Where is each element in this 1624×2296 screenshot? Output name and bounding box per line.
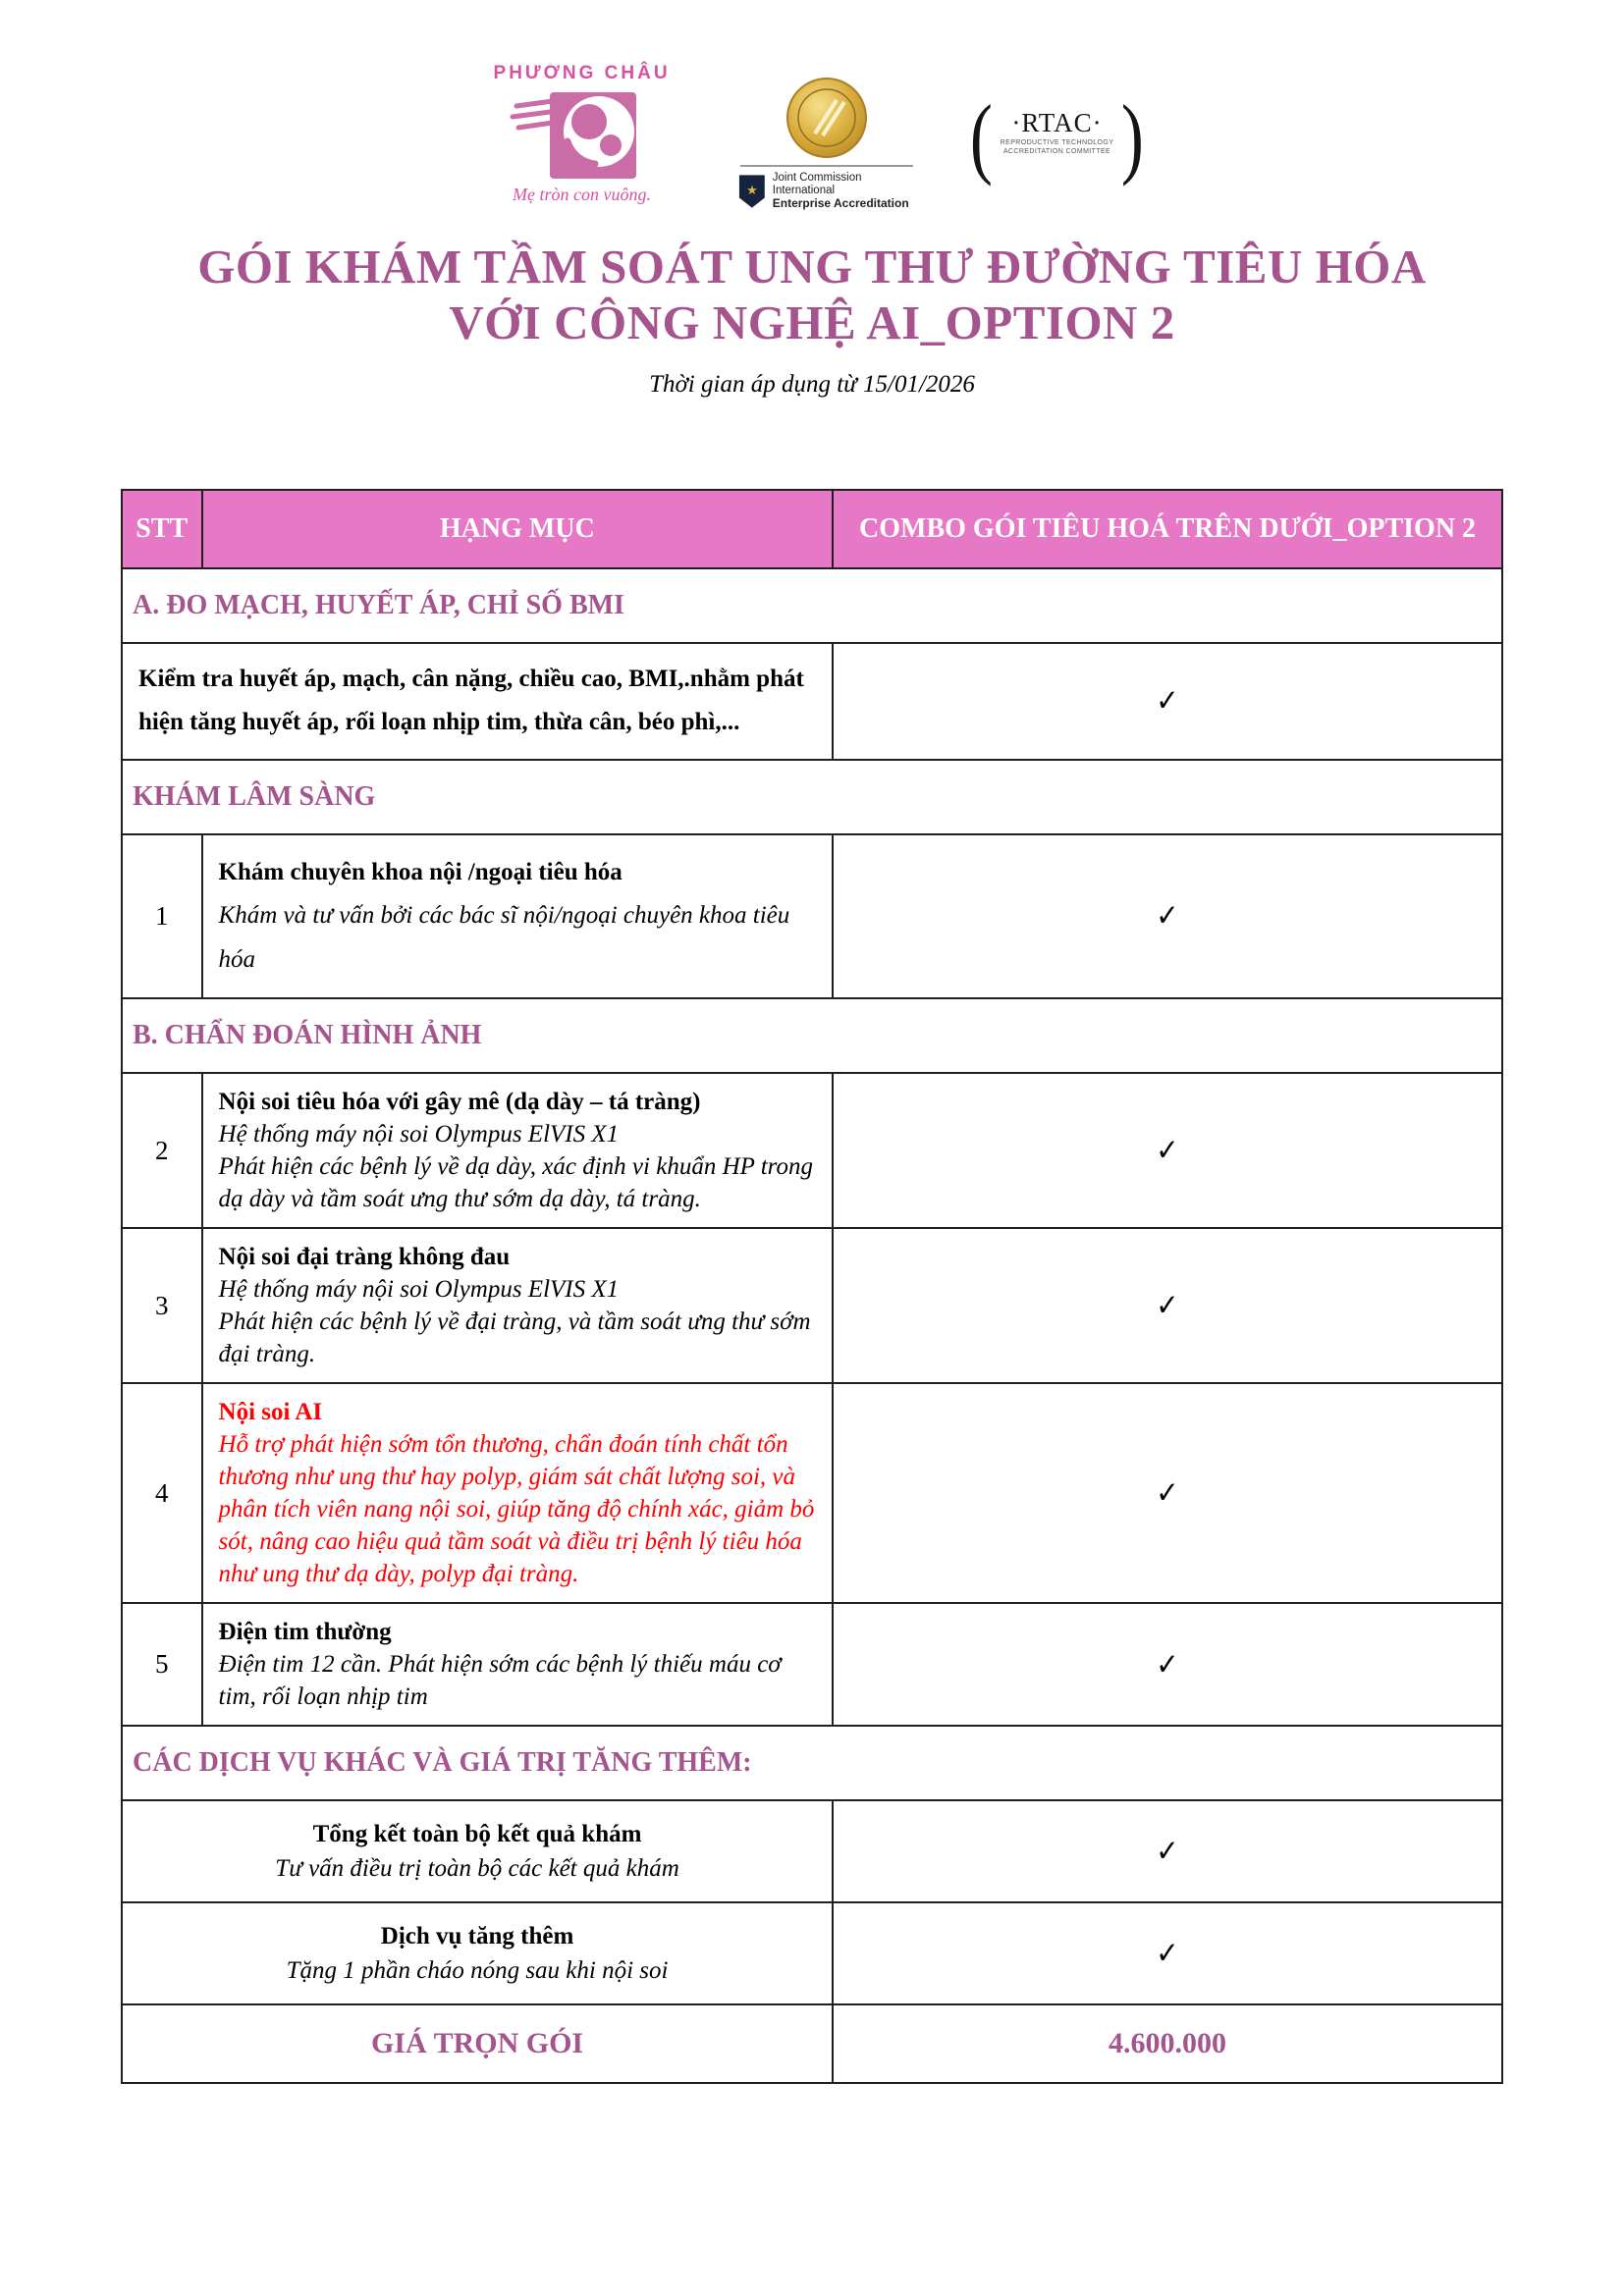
included-cell (833, 1902, 1502, 2004)
checkmark-icon: ✓ (1156, 1936, 1179, 1971)
package-table-header (122, 490, 1502, 568)
section-row (122, 568, 1502, 643)
item-note: Phát hiện các bệnh lý về dạ dày, xác định vi khuẩn HP trong dạ dày và tầm soát ưng thư sớm dạ dày, tá tràng. (218, 1153, 813, 1213)
included-cell (833, 1800, 1502, 1902)
stt-number: 5 (122, 1603, 202, 1726)
item-title: Nội soi AI (218, 1399, 323, 1426)
svg-text:★: ★ (746, 182, 758, 197)
rtac-logo (966, 86, 1148, 187)
item-description (202, 1603, 834, 1726)
checkmark-icon: ✓ (1156, 1288, 1179, 1323)
section-label: A. ĐO MẠCH, HUYẾT ÁP, CHỈ SỐ BMI (122, 568, 1502, 643)
stt-number: 2 (122, 1073, 202, 1228)
table-row (122, 1228, 1502, 1383)
item-description (122, 1902, 833, 2004)
rtac-subtitle-line1: REPRODUCTIVE TECHNOLOGY (1000, 138, 1114, 146)
jci-accreditation: Enterprise Accreditation (772, 196, 909, 211)
phuong-chau-mark-icon (509, 84, 656, 183)
table-row (122, 1383, 1502, 1603)
item-note: Tặng 1 phần cháo nóng sau khi nội soi (286, 1957, 669, 1985)
item-note: Phát hiện các bệnh lý về đại tràng, và tầm soát ưng thư sớm đại tràng. (218, 1308, 811, 1368)
item-title: Khám chuyên khoa nội /ngoại tiêu hóa (218, 858, 623, 885)
included-cell (833, 1073, 1502, 1228)
item-title: Điện tim thường (218, 1619, 392, 1646)
item-title: Dịch vụ tăng thêm (380, 1923, 574, 1950)
header-row (122, 490, 1502, 568)
rtac-left-paren: ( (969, 86, 993, 187)
rtac-subtitle-line2: ACCREDITATION COMMITTEE (1002, 147, 1111, 155)
section-label: KHÁM LÂM SÀNG (122, 760, 1502, 834)
price-row (122, 2004, 1502, 2083)
item-title: Tổng kết toàn bộ kết quả khám (312, 1821, 642, 1848)
item-description (122, 643, 833, 760)
jci-logo (738, 77, 915, 211)
item-note: Điện tim 12 cần. Phát hiện sớm các bệnh lý thiếu máu cơ tim, rối loạn nhịp tim (218, 1651, 782, 1711)
included-cell (833, 643, 1502, 760)
checkmark-icon: ✓ (1156, 683, 1179, 719)
price-value: 4.600.000 (833, 2004, 1502, 2083)
table-row (122, 834, 1502, 999)
checkmark-icon: ✓ (1156, 898, 1179, 934)
page-title-line2: VỚI CÔNG NGHỆ AI_OPTION 2 (449, 294, 1175, 349)
item-title: Kiểm tra huyết áp, mạch, cân nặng, chiều cao, BMI,.nhằm phát hiện tăng huyết áp, rối loạn nhịp tim, thừa cân, béo phì,... (138, 665, 804, 736)
item-note: Tư vấn điều trị toàn bộ các kết quả khám (275, 1855, 679, 1883)
included-cell (833, 1603, 1502, 1726)
col-header-stt: STT (122, 490, 202, 568)
checkmark-icon: ✓ (1156, 1133, 1179, 1168)
item-note: Hệ thống máy nội soi Olympus ElVIS X1 (218, 1276, 620, 1304)
rtac-right-paren: ) (1121, 86, 1145, 187)
phuong-chau-tagline: Mẹ tròn con vuông. (513, 185, 652, 204)
checkmark-icon: ✓ (1156, 1646, 1179, 1682)
page-title (0, 240, 1624, 351)
table-row (122, 1902, 1502, 2004)
jci-shield-icon (738, 173, 766, 210)
checkmark-icon: ✓ (1156, 1475, 1179, 1511)
checkmark-icon: ✓ (1156, 1834, 1179, 1869)
page-title-line1: GÓI KHÁM TẦM SOÁT UNG THƯ ĐƯỜNG TIÊU HÓA (197, 240, 1427, 294)
item-note: Hỗ trợ phát hiện sớm tổn thương, chẩn đoán tính chất tổn thương như ung thư hay polyp, giám sát chất lượng soi, và phân tích viên nang nội soi, giúp tăng độ chính xác, giảm bỏ sót, nâng cao hiệu quả tầm soát và điều trị bệnh lý tiêu hóa như ung thư dạ dày, polyp đại tràng. (218, 1431, 815, 1588)
jci-name: Joint Commission International (772, 172, 862, 197)
included-cell (833, 1228, 1502, 1383)
item-title: Nội soi tiêu hóa với gây mê (dạ dày – tá tràng) (218, 1089, 701, 1116)
col-header-hang-muc: HẠNG MỤC (202, 490, 834, 568)
rtac-wordmark: ·RTAC· (1011, 107, 1103, 137)
item-note: Hệ thống máy nội soi Olympus ElVIS X1 (218, 1121, 620, 1148)
stt-number: 3 (122, 1228, 202, 1383)
package-table (121, 489, 1503, 2085)
effective-date: Thời gian áp dụng từ 15/01/2026 (649, 370, 975, 398)
item-description (202, 834, 834, 999)
jci-gold-seal-icon (785, 77, 868, 159)
col-header-combo: COMBO GÓI TIÊU HOÁ TRÊN DƯỚI_OPTION 2 (833, 490, 1502, 568)
item-title: Nội soi đại tràng không đau (218, 1244, 511, 1271)
stt-number: 4 (122, 1383, 202, 1603)
section-row (122, 760, 1502, 834)
jci-divider (740, 165, 913, 167)
package-table-body (122, 568, 1502, 2084)
section-row (122, 1726, 1502, 1800)
item-description (202, 1383, 834, 1603)
section-label: CÁC DỊCH VỤ KHÁC VÀ GIÁ TRỊ TĂNG THÊM: (122, 1726, 1502, 1800)
section-row (122, 998, 1502, 1073)
item-description (122, 1800, 833, 1902)
item-description (202, 1228, 834, 1383)
item-description (202, 1073, 834, 1228)
phuong-chau-logo (476, 63, 687, 205)
logo-row (0, 63, 1624, 218)
included-cell (833, 834, 1502, 999)
phuong-chau-wordmark: PHƯƠNG CHÂU (493, 63, 671, 83)
table-row (122, 1073, 1502, 1228)
table-row (122, 1800, 1502, 1902)
item-note: Khám và tư vấn bởi các bác sĩ nội/ngoại chuyên khoa tiêu hóa (218, 902, 790, 973)
table-row (122, 1603, 1502, 1726)
included-cell (833, 1383, 1502, 1603)
stt-number: 1 (122, 834, 202, 999)
section-label: B. CHẨN ĐOÁN HÌNH ẢNH (122, 998, 1502, 1073)
table-row (122, 643, 1502, 760)
price-label: GIÁ TRỌN GÓI (122, 2004, 833, 2083)
